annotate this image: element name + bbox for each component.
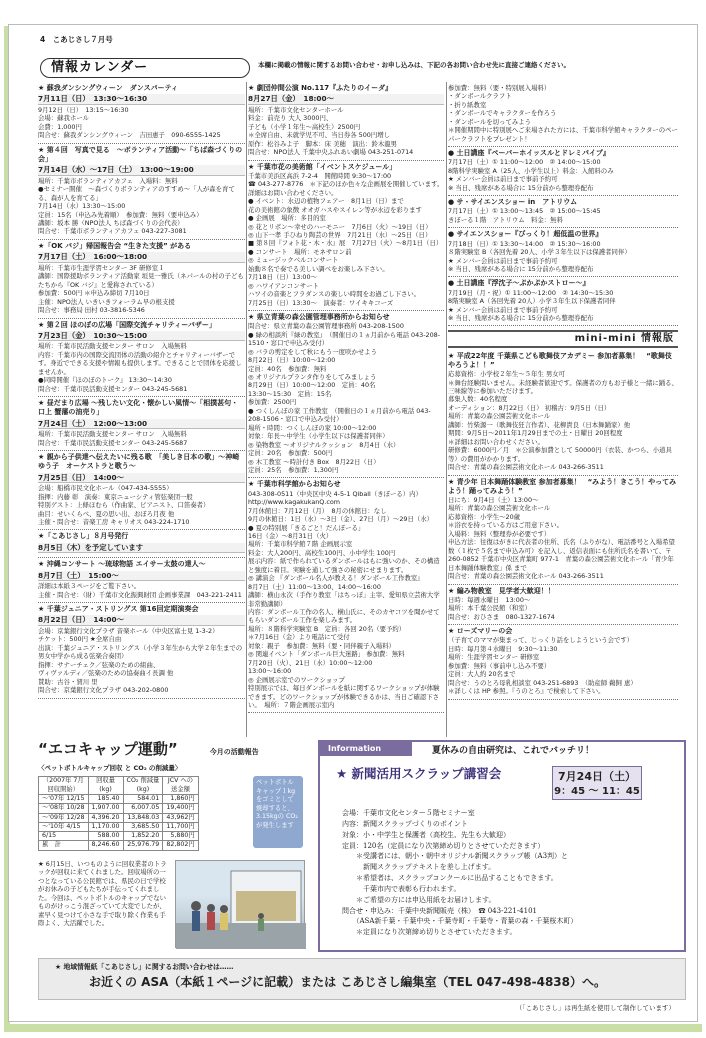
event-detail: ◎ 花とリボン～幸せのハーモニー 7月6日（火）～19日（日） bbox=[248, 222, 432, 231]
event-detail: 参加費：500円 ＊申込み締切 7月10日 bbox=[38, 289, 150, 298]
event-detail: ハワイの音楽とフラダンスの楽しい時間をお過ごし下さい。 bbox=[248, 290, 421, 299]
event-detail: 特別展示では、毎日ダンボールを紙に関するワークショップが体験できます。どのワークショップが体験できるかは、当日ご確認下さい。 場所：７階企画展示室内 bbox=[248, 684, 440, 710]
eco-table-cell: 1,860円 bbox=[163, 794, 198, 803]
event-title: ● サイエンスショー『びっくり！超低温の世界』 bbox=[448, 230, 603, 239]
event-detail: ●セミナー開催 ～森づくりボランティアのすすめ～「人が森を育てる、森が人を育てる」 bbox=[38, 185, 235, 202]
event-entry bbox=[448, 277, 678, 326]
event-detail: ◎ バラの剪定をして秋にもう一度咲かせよう bbox=[248, 347, 378, 356]
eco-caption: 〈ペットボトルキャップ回収 と CO₂ の削減量〉 bbox=[38, 763, 182, 772]
event-detail: 会場：蘇我ホール bbox=[38, 114, 89, 123]
event-detail: ◎ 講演会 『ダンボール名人が教える！ダンボール工作教室』 bbox=[248, 574, 424, 583]
event-detail: 問合せ：蘇我ダンシングウィーン 吉田惠子 090-6555-1425 bbox=[38, 131, 221, 140]
event-detail: 主催・問合せ：音楽工房 キャリオス 043-224-1710 bbox=[38, 518, 190, 526]
event-detail: 場所：本千葉公民館（和室） bbox=[448, 604, 532, 613]
eco-table-row bbox=[39, 841, 199, 850]
eco-table-cell: 4,396.20 bbox=[88, 813, 123, 822]
event-detail: 特別ゲスト：上條ほむら（作曲家、ピアニスト、口笛奏者） bbox=[38, 501, 210, 510]
event-detail: ・折り紙教室 bbox=[448, 100, 487, 109]
event-entry bbox=[248, 311, 444, 478]
event-detail: 問合せ：NPO法人 千葉中央ふれあい劇場 043-251-0714 bbox=[248, 148, 414, 157]
event-detail: 日にち：9月4日（土）13:00～ bbox=[448, 496, 539, 505]
event-detail: ・ダンボールでキャラクターを作ろう bbox=[448, 109, 557, 118]
event-detail: 定員：20名 参加費：500円 bbox=[248, 449, 333, 458]
course-details bbox=[342, 808, 682, 938]
event-detail: ◎ 染物教室 ～オリジナルクッション 8月4日（水） bbox=[248, 440, 400, 449]
event-detail: ＊全席自由、未就学児不可、当日券各 500円増し bbox=[248, 131, 391, 140]
event-detail: 講師：国際援助ボランティア活動家 垣見一雅氏（ネパールの村の子どもたちから『OK バジ』と愛称されている） bbox=[38, 272, 244, 289]
eco-table-cell: 6/15 bbox=[39, 832, 89, 841]
event-detail: 問合せ：県立青葉の森公園管理事務所 043-208-1500 bbox=[248, 322, 404, 331]
event-entry bbox=[248, 82, 444, 161]
event-entry bbox=[448, 585, 678, 626]
event-entry bbox=[448, 350, 678, 476]
event-detail: ＊開催期間中に特別展へご来場された方には、千葉市科学館キャラクターのペーパークラフトをプレゼント！ bbox=[448, 126, 678, 143]
eco-table-cell: 6,007.05 bbox=[123, 804, 163, 813]
course-detail-line: ＊受講者には、朝小・朝中オリジナル新聞スクラップ帳（A3判）と bbox=[342, 852, 569, 861]
event-detail: 8階科学実験室 A（25人、小学生以上）料金：入館料のみ bbox=[448, 166, 614, 175]
event-detail: 出演：千葉ジュニア・ストリングス（小学３年生から大学２年生までの男女中学から成る弦楽合奏団） bbox=[38, 643, 243, 661]
event-detail: 参加費：無料（事前申し込み不要） bbox=[448, 661, 551, 670]
event-detail: 曲目：せいくらべ、夏の思い出、おぼろ月夜 他 bbox=[38, 509, 175, 518]
event-detail: 主催・問合せ：（財）千葉市文化振興財団 企画事業課 043-221-2411 bbox=[38, 590, 242, 599]
course-detail-line: （ASA新千葉・千葉中央・千葉寺町・千葉寺・青葉の森・千葉桜木町） bbox=[342, 917, 578, 926]
eco-table-row bbox=[39, 794, 199, 803]
course-detail-line: 内容：新聞スクラップづくりのポイント bbox=[342, 819, 468, 828]
event-detail: ※ 当日、残席がある場合に 15分前から整理券配布 bbox=[448, 314, 594, 322]
event-title: ★ 千葉市花の美術館「イベントスケジュール」 bbox=[248, 162, 397, 171]
event-detail: 研修費：6000円／月 ＊公演参加費として 50000円（衣装、かつら、小道具等）の費用がかかります。 bbox=[448, 446, 672, 463]
eco-table-cell: 13,848.03 bbox=[123, 813, 163, 822]
event-date: 7月14日（水）～17日（土） 13:00～19:00 bbox=[38, 165, 245, 176]
scrap-course-title: ★ 新聞活用スクラップ講習会 bbox=[336, 766, 502, 781]
event-title: ★ 第４回 写真で見る ～ボランティア活動～「ちば森づくりの会」 bbox=[38, 145, 243, 163]
event-detail: 指揮：サナーチェク／弦楽のための組曲、 bbox=[38, 660, 160, 669]
event-detail: 8月29日（日）10:00～12:00 定員：40名 bbox=[248, 381, 376, 390]
eco-table-cell: 584.01 bbox=[123, 794, 163, 803]
event-entry bbox=[448, 147, 678, 196]
event-entry bbox=[248, 161, 444, 311]
event-title: ● 土日講座『ペーパーホイッスルとドレミパイプ』 bbox=[448, 149, 610, 158]
event-detail: 参加費：無料（要・特別展入場料） bbox=[448, 84, 551, 92]
event-detail: ◎ ミュージックベルコンサート bbox=[248, 256, 339, 265]
course-detail-line: 対象：小・中学生と保護者（高校生、先生も大歓迎） bbox=[342, 830, 510, 839]
eco-table-cell: 43,962円 bbox=[163, 813, 198, 822]
event-detail: 始動８名で奏でる美しい調べをお楽しみ下さい。 bbox=[248, 264, 389, 273]
event-detail: 詳細はお問い合わせください。 bbox=[248, 188, 338, 197]
event-detail: 指揮：内藤 彰 演奏：東京ニューシティ管弦楽団一般 bbox=[38, 492, 193, 501]
event-entry bbox=[38, 558, 245, 603]
event-detail: 場所：生涯学習センター 研修室 bbox=[448, 653, 540, 662]
event-title: ★「OK バジ」帰国報告会 “生きた支援” がある bbox=[38, 241, 192, 250]
event-detail: http://www.kagakukanQ.com bbox=[248, 498, 340, 507]
event-detail: 千葉市美浜区高浜 7-2-4 開館時間 9:30～17:00 bbox=[248, 171, 392, 180]
event-detail: 講師：坂本 勝（NPO法人 ちば森づくりの会代表） bbox=[38, 219, 184, 228]
event-entry bbox=[38, 603, 245, 698]
event-detail: ★ メンバー会員は前日まで事前予約可 bbox=[448, 256, 558, 265]
event-detail: 日時：毎月第４水曜日 9:30～11:30 bbox=[448, 644, 558, 653]
event-entry bbox=[38, 397, 245, 451]
event-detail: 16日（金）～8月31日（火） bbox=[248, 531, 333, 540]
event-detail: 対象：年長～中学生（小学生以下は保護者同伴） bbox=[248, 432, 389, 441]
course-detail-line: ＊ご希望の方には申込用紙をお届けします。 bbox=[342, 895, 496, 904]
column-divider bbox=[446, 82, 447, 737]
event-detail: 会場：京葉銀行文化プラザ 音楽ホール（中央区富士見 1-3-2） bbox=[38, 626, 219, 635]
event-detail: ＊7月16日（金）より電話にて受付 bbox=[248, 633, 350, 642]
event-title: ● サ・サイエンスショー in アトリウム bbox=[448, 198, 578, 207]
event-detail: 問合せ：千葉市民活動支援センター 043-245-5681 bbox=[38, 384, 188, 393]
event-detail: 料金：前売り 大人 3000円、 bbox=[248, 114, 333, 123]
event-detail: ● コンサート 場所：モネサロン前 bbox=[248, 247, 352, 256]
page-header: 4 こあじさし７月号 bbox=[40, 35, 113, 44]
event-detail: ◎ オリジナルプランタ作りをしてみましょう bbox=[248, 373, 377, 382]
event-date: 7月25日（日） 14:00～ bbox=[38, 473, 245, 484]
event-detail: ◎ 木工教室 ～時計付き Box 8月22日（日） bbox=[248, 457, 380, 466]
event-detail: 募集人数：40名程度 bbox=[448, 395, 508, 404]
course-detail-line: 問合せ・申込み：千葉中央新聞販売（株） ☎ 043-221-4101 bbox=[342, 906, 537, 915]
event-detail: 7月20日（火）、21日（水）10:00～12:00 bbox=[248, 658, 373, 667]
event-detail: （子育てのママが集まって、じっくり話をしようという会です） bbox=[448, 636, 634, 645]
event-entry bbox=[448, 82, 678, 147]
event-title: ★ 劇団仲間公演 No.117『ふたりのイーダ』 bbox=[248, 84, 393, 92]
event-entry bbox=[38, 240, 245, 319]
event-detail: チケット：500円 ★全席自由 bbox=[38, 635, 122, 644]
event-detail: ◎ 山下一孝 手ひねり陶芸の世界 7月21日（水）～25日（日） bbox=[248, 230, 432, 239]
event-detail: 応募資格：小学生～20歳 bbox=[448, 512, 521, 521]
event-detail: 7月25日（日）13:30～ 演奏者：ワイキキコーズ bbox=[248, 298, 394, 307]
event-detail: 場所：千葉市民活動支援センター サロン 入場無料 bbox=[38, 342, 187, 351]
event-title: ★ 千葉市科学館からお知らせ bbox=[248, 480, 341, 489]
eco-table-cell: ～'10年 4/15 bbox=[39, 822, 89, 831]
event-detail: ８階実験室 B（各回先着 20人、小学３年生以下は保護者同伴） bbox=[448, 248, 631, 257]
event-detail: 13:30～15:30 定員：15名 bbox=[248, 389, 332, 398]
eco-table-row bbox=[39, 832, 199, 841]
event-detail: 7月17日（土）① 11:00～12:00 ② 14:00～15:00 bbox=[448, 158, 601, 167]
event-detail: 7月19日（月・祝）① 11:00～12:00 ② 14:30～15:30 bbox=[448, 288, 614, 297]
footer-contact-line: お近くの ASA（本紙１ページに記載）または こあじさし編集室（TEL 047-498-4838）へ。 bbox=[89, 975, 606, 989]
event-detail: 9月12日（日） 13:15～16:30 bbox=[38, 105, 129, 114]
eco-table-cell: 5,880円 bbox=[163, 832, 198, 841]
event-detail: ※ 当日、残席がある場合に 15分前から整理券配布 bbox=[448, 264, 594, 273]
event-detail: 応募資格：小学校２年生～５年生 男女可 bbox=[448, 370, 566, 379]
event-entry bbox=[448, 625, 678, 699]
event-detail: 8月7日（土）11:00～13:00、14:00～16:00 bbox=[248, 582, 381, 591]
event-date: 8月22日（日） 14:00～ bbox=[38, 615, 245, 626]
event-detail: 定員：大人約 20名まで bbox=[448, 670, 516, 679]
course-date-box bbox=[552, 766, 642, 800]
event-title: ★「こあじさし」８月号発行 bbox=[38, 532, 129, 541]
event-detail: ＊詳しくは HP 参照。『うのとろ』で検索して下さい。 bbox=[448, 687, 605, 696]
page-shadow-bottom bbox=[4, 1024, 702, 1032]
eco-table-cell: 25,976.79 bbox=[123, 841, 163, 850]
event-detail: ＊浴衣を持っている方はご用意下さい。 bbox=[448, 521, 564, 530]
event-detail: 内容：ダンボール工作の名人、横山氏に、そのカヤコツを聞かせてもらいダンボール工作を楽しみます。 bbox=[248, 608, 440, 625]
event-date: 7月23日（金） 10:30～15:00 bbox=[38, 331, 245, 342]
footer-intro: ★ 地域情報紙「こあじさし」に関するお問い合わせは…… bbox=[55, 963, 234, 971]
footer-contact bbox=[38, 958, 686, 1013]
event-detail: 花の美術館の象徴 オオガハスやスイレン等が水辺を彩ります bbox=[248, 205, 422, 214]
event-detail: 問合せ：青葉の森公園芸術文化ホール 043-266-3511 bbox=[448, 572, 604, 581]
event-detail: 申込方法：往復はがきに代表者の住所、氏名（ふりがな）、電話番号と入場希望数（１枚で５名まで申込み可）を記入し、返信表面にも住所氏名を書いて、〒260-0852 千葉市中央区青葉町 977-1 青葉の森公園芸術文化ホール「青少年日本舞踊体験教室」係 まで bbox=[448, 538, 675, 572]
event-entry bbox=[38, 144, 245, 240]
course-detail-line: 新聞スクラップテキストを差し上げます。 bbox=[342, 863, 496, 872]
event-detail: ●同時開催『ほのぼのトーク』 13:30～14:30 bbox=[38, 376, 172, 385]
information-tag: Information bbox=[320, 742, 412, 756]
eco-table-header: 回収量 (kg) bbox=[88, 777, 123, 795]
event-detail: ◎ 企画展示室でのワークショップ bbox=[248, 675, 345, 684]
event-detail: ● つくしんぼの家 工作教室 （開催日の１ヵ月前から電話 043-208-1506・窓口で申込み受付） bbox=[248, 406, 431, 424]
event-detail: 問合せ：京葉銀行文化プラザ 043-202-0800 bbox=[38, 686, 169, 695]
event-title: ★ 沖縄コンサート ～琉球物語 エイサー太鼓の達人～ bbox=[38, 560, 206, 569]
event-detail: 場所：８階科学実験室 B 定員：各回 20名（要予約） bbox=[248, 624, 406, 633]
column-divider bbox=[246, 82, 247, 737]
event-detail: 場所：千葉市文化センターホール bbox=[248, 105, 344, 114]
information-lead: 夏休みの自由研究は、これでバッチリ！ bbox=[432, 746, 595, 756]
event-detail: 参加費：2500円 bbox=[248, 398, 297, 407]
event-detail: 7月18日（日）13:00～ bbox=[248, 273, 317, 282]
event-detail: ☎ 043-277-8776 ＊下記のほか色々な企画展を開催しています。 bbox=[248, 180, 444, 189]
event-detail: 8月22日（日）10:00～12:00 bbox=[248, 356, 336, 365]
event-detail: 問合せ：千葉市民活動支援センター 043-245-5687 bbox=[38, 438, 188, 447]
event-detail: 賛助：古谷・賀川 里 bbox=[38, 677, 98, 686]
event-detail: 場所：千葉市生涯学習センター 3F 研修室１ bbox=[38, 263, 165, 272]
event-detail: 定員：15名（申込み先着順） 参加費：無料（要申込み） bbox=[38, 210, 203, 219]
eco-table-cell: 1,907.00 bbox=[88, 804, 123, 813]
event-entry bbox=[448, 228, 678, 277]
event-date: 8月7日（土） 15:00～ bbox=[38, 571, 245, 582]
eco-table-cell: 82,802円 bbox=[163, 841, 198, 850]
event-detail: ◎ ハワイアンコンサート bbox=[248, 281, 319, 290]
eco-table-row bbox=[39, 813, 199, 822]
event-title: ★ 蘇我ダンシングウィーン ダンスパーティ bbox=[38, 84, 179, 92]
event-title: ★ 青少年 日本舞踊体験教室 参加者募集！ “みよう！きこう！やってみよう！踊ってみよう！” bbox=[448, 477, 677, 495]
event-detail: 入場料：無料（整理券が必要です） bbox=[448, 529, 551, 538]
event-detail: 定員：25名 参加費：1,300円 bbox=[248, 466, 339, 474]
event-detail: 問合せ：事務局 田村 03-3816-5346 bbox=[38, 306, 145, 315]
course-detail-line: 千葉市内で表彰も行われます。 bbox=[342, 884, 461, 893]
eco-cap-section bbox=[38, 740, 308, 952]
event-detail: ★ メンバー会員は前日まで事前予約可 bbox=[448, 175, 558, 184]
eco-table bbox=[38, 776, 199, 850]
event-title: ★ ローズマリーの会 bbox=[448, 627, 513, 636]
event-detail: 展示内容：紙で作られているダンボールはもに強いのか、その構造と強度に着目。実験を通して強さの秘密にせまります。 bbox=[248, 557, 440, 574]
event-detail: ・ダンボールを切ってみよう bbox=[448, 117, 532, 126]
event-detail: 場所：千葉市科学館７階 企画展示室 bbox=[248, 540, 353, 549]
event-detail: ★ メンバー会員は前日まで事前予約可 bbox=[448, 305, 558, 314]
event-entry bbox=[38, 319, 245, 398]
event-entry bbox=[38, 451, 245, 530]
event-detail: きぼーる１階 アトリウム 料金：無料 bbox=[448, 215, 563, 224]
event-detail: 13:00～16:00 bbox=[248, 667, 292, 676]
event-detail: 問合せ：青葉の森公園芸術文化ホール 043-266-3511 bbox=[448, 463, 604, 472]
bottle-note: ペットボトルキャップ１kgをゴミとして焼却すると、3.15kgの CO₂ が発生します bbox=[253, 776, 303, 848]
event-detail: ＊詳細はお問い合わせください。 bbox=[448, 437, 544, 446]
eco-table-cell: 1,852.20 bbox=[123, 832, 163, 841]
event-title: ★ 第２回 ほのぼの広場「国際交流チャリティーバザー」 bbox=[38, 320, 216, 329]
event-title: ★ 昼だまり広場 ～残したい文化・懐かしい風情～「相撲甚句・口上 蟹藩の油売り」 bbox=[38, 399, 239, 417]
event-detail: 7月17日（土）① 13:00～13:45 ② 15:00～15:45 bbox=[448, 207, 601, 216]
event-entry bbox=[448, 476, 678, 585]
event-entry bbox=[448, 196, 678, 228]
event-detail: 会場：船橋市民文化ホール（047-434-5555） bbox=[38, 484, 173, 493]
eco-table-row bbox=[39, 804, 199, 813]
course-detail-line: 定員：120名（定員になり次第締め切りとさせていただきます） bbox=[342, 841, 545, 850]
event-detail: 主催：NPO法人 いきいきフォーラム早の根支援 bbox=[38, 297, 175, 306]
event-detail: 9月の休館日：1日（水）～3日（金）、27日（月）～29日（水） bbox=[248, 515, 434, 524]
column-2 bbox=[248, 82, 444, 737]
eco-subtitle: 今月の活動報告 bbox=[209, 748, 259, 756]
column-1 bbox=[38, 82, 245, 737]
event-detail: 場所・時間：つくしんぼの家 10:00～12:00 bbox=[248, 423, 377, 432]
event-detail: 会費：1,000円 bbox=[38, 122, 82, 131]
event-detail: ＊舞台経験問いません。未経験者歓迎です。保護者の方もお子様と一緒に踊る、三味線等に参加いただけます。 bbox=[448, 378, 678, 396]
event-detail: 問合せ：うのとろ母乳相談室 043-251-6893 （助産師 鵜飼 恵） bbox=[448, 678, 637, 687]
eco-table-cell: 3,685.50 bbox=[123, 822, 163, 831]
event-detail: ● 夏の特別展「きるごと！だんぼーる」 bbox=[248, 523, 365, 532]
recycled-paper-note: （「こあじさし」は再生紙を使用して制作しています） bbox=[515, 1004, 675, 1013]
eco-table-header: CO₂ 削減量 (kg) bbox=[123, 777, 163, 795]
event-detail: 料金：大人200円、高校生100円、小中学生 100円 bbox=[248, 548, 396, 557]
event-date: 8月27日（金） 18:00～ bbox=[248, 94, 444, 105]
eco-table-header: （2007年 7月 回収開始） bbox=[39, 777, 89, 795]
eco-table-cell: 8,246.60 bbox=[88, 841, 123, 850]
event-date: 7月11日（日） 13:30～16:30 bbox=[38, 94, 245, 105]
event-detail: ◎ 関連イベント「ダンボール巨大迷路」 参加費：無料 bbox=[248, 650, 405, 659]
eco-table-row bbox=[39, 822, 199, 831]
event-detail: 日時：毎週水曜日 13:00～ bbox=[448, 595, 531, 604]
course-detail-line: ＊希望者は、スクラップコンクールに出品することもできます。 bbox=[342, 874, 558, 883]
event-entry bbox=[248, 478, 444, 713]
event-detail: ● 緑の相談所『緑の教室』 （開催日の１ヵ月前から電話 043-208-1510・窓口で申込み受付） bbox=[248, 330, 441, 348]
event-detail: 講師：竹柴源一（歌舞伎狂言作者）、花柳貴良（日本舞踊家）他 bbox=[448, 420, 631, 429]
event-detail: ■ 第８回『フォト花・木・水』展 7月27日（火）～8月1日（日） bbox=[248, 239, 443, 248]
event-detail: 子ども（小学１年生～高校生）2500円 bbox=[248, 122, 361, 131]
event-detail: 詳細は本紙３ページをご覧下さい。 bbox=[38, 582, 141, 591]
event-detail: 場所：千葉市ボランティアカフェ 入場料：無料 bbox=[38, 176, 178, 185]
eco-table-header: JCV への 送金額 bbox=[163, 777, 198, 795]
event-title: ★ 平成22年度 千葉県こども歌舞伎アカデミー 参加者募集！ “歌舞伎やろうよ！！” bbox=[448, 351, 672, 369]
event-detail: オーディション：8月22日（日） 初稽古：9月5日（日） bbox=[448, 403, 611, 412]
event-date: 7月17日（土） 16:00～18:00 bbox=[38, 252, 245, 263]
eco-table-cell: 11,700円 bbox=[163, 822, 198, 831]
eco-table-cell: ～'07年 12/15 bbox=[39, 794, 89, 803]
event-detail: 講師：横山永次（手作り教室「はちっぽ」主宰、愛知県立芸術大学非常勤講師） bbox=[248, 591, 440, 608]
eco-table-cell: 19,400円 bbox=[163, 804, 198, 813]
eco-table-cell: ～'08年 10/28 bbox=[39, 804, 89, 813]
eco-table-cell: ～'09年 12/28 bbox=[39, 813, 89, 822]
course-date: 7月24日（土） bbox=[558, 770, 636, 783]
event-detail: ヴィヴァルディ／弦楽のための協奏曲イ長調 他 bbox=[38, 669, 174, 678]
course-time: 9：45 ～ 11：45 bbox=[554, 785, 640, 797]
event-detail: ● イベント：水辺の植物フェアー 8月1日（日）まで bbox=[248, 197, 404, 206]
intro-text: 本欄に掲載の情報に関するお問い合わせ・お申し込みは、下記の各お問い合わせ先に直接ご連絡ください。 bbox=[258, 61, 570, 69]
event-title: ★ 親から子供達へ伝えたいに残る歌 「美しき日本の歌」～神崎ゆう子 オーケストラと歌う～ bbox=[38, 453, 240, 471]
event-detail: 場所：千葉市民活動支援センター サロン 入場無料 bbox=[38, 430, 187, 439]
event-detail: 問合せ：千葉市ボランティアカフェ 043-227-3081 bbox=[38, 227, 187, 236]
event-title: ★ 千葉ジュニア・ストリングス 第16回定期演奏会 bbox=[38, 605, 199, 614]
event-detail: 043-308-0511（中央区中央 4-5-1 Qiball（きぼーる）内） bbox=[248, 489, 422, 498]
event-title: ★ 県立青葉の森公園管理事務所からお知らせ bbox=[248, 313, 390, 322]
event-detail: 場所：青葉の森公園芸術文化ホール bbox=[448, 412, 551, 421]
column-3 bbox=[448, 82, 678, 737]
event-entry bbox=[38, 82, 245, 144]
event-date: 8月5日（木）を予定しています bbox=[38, 543, 245, 554]
event-detail: ・ダンボールクラフト bbox=[448, 92, 512, 101]
event-detail: 7月14日（水）13:30～15:00 bbox=[38, 202, 126, 211]
eco-table-cell: 1,170.00 bbox=[88, 822, 123, 831]
mini-info-heading: mini-mini 情報版 bbox=[448, 330, 678, 347]
event-detail: 問合せ：おひさま 080-1327-1674 bbox=[448, 612, 555, 621]
event-detail: 7月休館日：7月12日（月） 8月の休館日：なし bbox=[248, 506, 387, 515]
eco-table-cell: 588.00 bbox=[88, 832, 123, 841]
event-detail: 定員：40名 参加費：無料 bbox=[248, 364, 327, 373]
event-detail: 期間：9月5日～2011年1月29日までの土・日曜日 20回程度 bbox=[448, 429, 623, 438]
eco-table-cell: 累 計 bbox=[39, 841, 89, 850]
event-title: ● 土日講座『浮沈子～ぷかぷかストロー～』 bbox=[448, 279, 590, 288]
information-box bbox=[318, 740, 686, 952]
calendar-title: 情報カレンダー bbox=[40, 58, 250, 78]
event-detail: 7月18日（日）① 13:30～14:00 ② 15:30～16:00 bbox=[448, 239, 601, 248]
course-detail-line: 会場：千葉市文化センター５階セミナー室 bbox=[342, 809, 475, 817]
event-entry bbox=[38, 530, 245, 558]
event-detail: 内容：千葉市内の国際交流団体の活動の紹介とチャリティーバザーです。身近でできる支援や情報も提供します。できることで団体を応援しませんか。 bbox=[38, 350, 242, 376]
event-detail: 原作：松谷みよ子 脚本：床 美穂 演出：鈴木龍男 bbox=[248, 139, 398, 148]
collection-photo bbox=[175, 860, 305, 948]
event-detail: ● 企画展 場所：多目的室 bbox=[248, 214, 326, 223]
eco-table-cell: 185.40 bbox=[88, 794, 123, 803]
course-detail-line: ＊定員になり次第締め切りとさせていただきます。 bbox=[342, 928, 517, 937]
event-detail: ※ 当日、残席がある場合に 15分前から整理券配布 bbox=[448, 183, 594, 192]
event-detail: 場所：青葉の森公園芸術文化ホール bbox=[448, 504, 551, 513]
eco-report-text: ★ 6月15日、いつものように回収業者のトラックが回収に来てくれました。回収場所の一つとなっている公民館では、県民の日で学校がお休みの子どもたちが手伝ってくれました。今回は、ペットボトルのキャップでないものがけっこう混ざっていて大変でしたが、素早く見つけて小さな手で取り除く作業も手際よく、大活躍でした。 bbox=[38, 860, 167, 928]
event-date: 7月24日（土） 12:00～13:00 bbox=[38, 419, 245, 430]
eco-title: “エコキャップ運動” bbox=[38, 740, 178, 758]
event-detail: 対象：親子 参加費：無料（要・同伴親子入場料） bbox=[248, 641, 395, 650]
event-title: ★ 編み物教室 見学者大歓迎！！ bbox=[448, 586, 555, 595]
event-detail: 8階実験室 A（各回先着 20人）小学３年生以下保護者同伴 bbox=[448, 297, 616, 306]
